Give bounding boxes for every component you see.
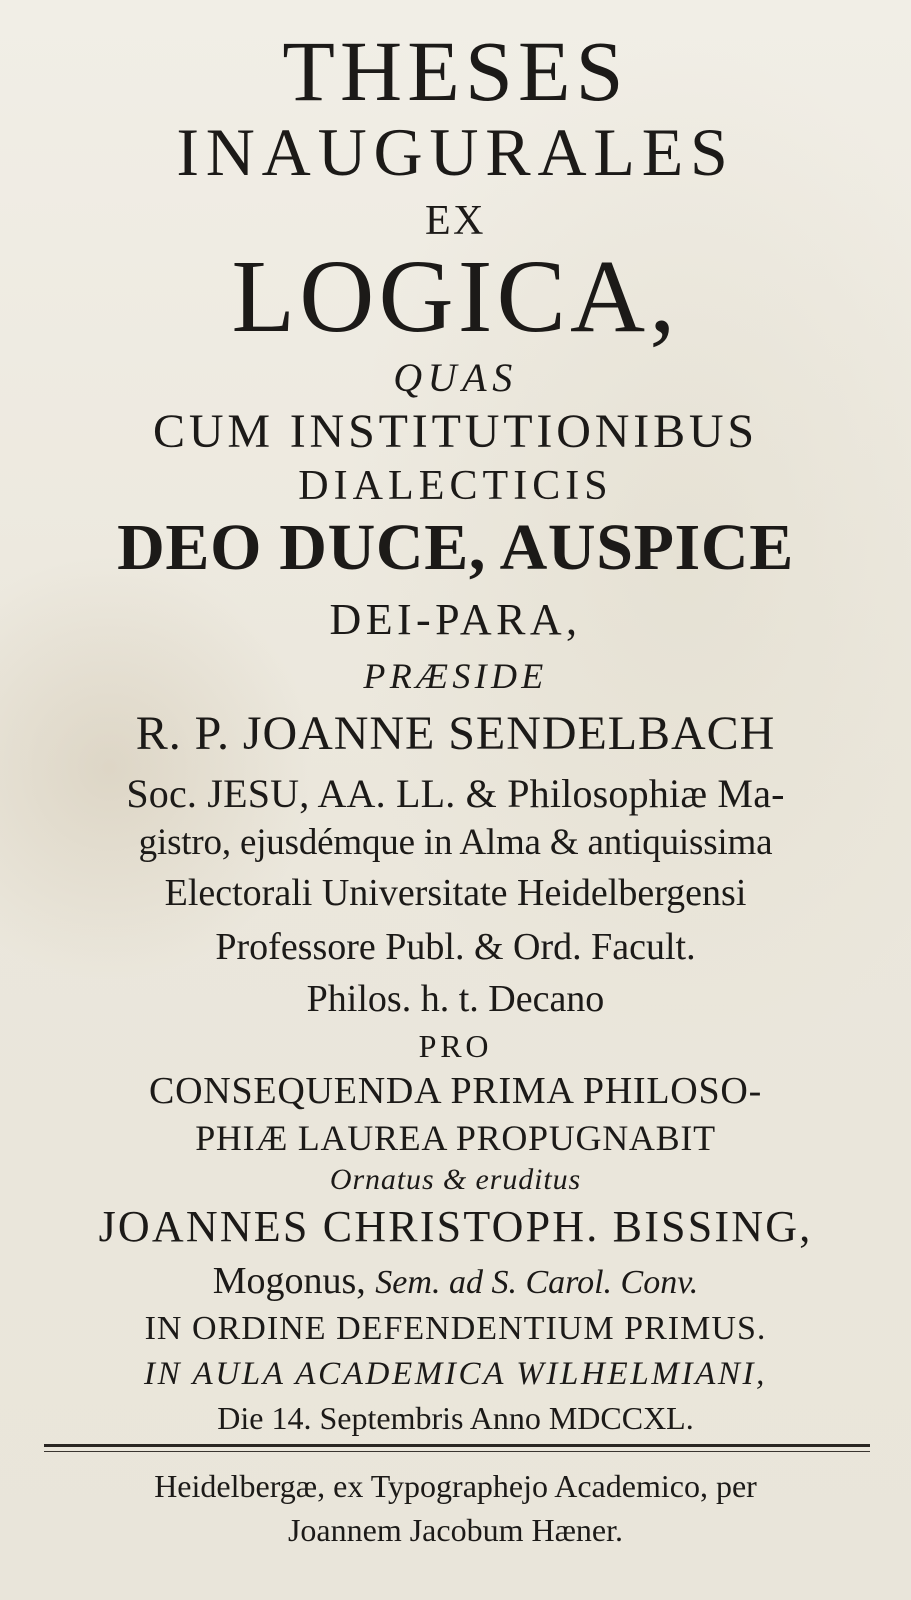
laurea-propugnabit: PHIÆ LAUREA PROPUGNABIT	[195, 1118, 716, 1158]
cum-institutionibus: CUM INSTITUTIONIBUS	[153, 405, 758, 458]
consequenda: CONSEQUENDA PRIMA PHILOSO-	[148, 1070, 763, 1112]
pro: PRO	[418, 1028, 493, 1064]
title-theses: THESES	[282, 23, 629, 119]
in-aula: IN AULA ACADEMICA WILHELMIANI,	[143, 1356, 768, 1392]
date-line: Die 14. Septembris Anno MDCCXL.	[217, 1400, 694, 1436]
title-inaugurales: INAUGURALES	[176, 114, 735, 190]
imprint-line-2: Joannem Jacobum Hæner.	[287, 1512, 624, 1548]
praeses-title-2: gistro, ejusdémque in Alma & antiquissima	[138, 822, 773, 863]
praeses-title-3: Electorali Universitate Heidelbergensi	[164, 872, 747, 914]
quas: QUAS	[393, 355, 518, 400]
seminary: Sem. ad S. Carol. Conv.	[375, 1264, 699, 1301]
praeses-name: R. P. JOANNE SENDELBACH	[135, 707, 776, 760]
title-ex: EX	[424, 198, 487, 244]
praeses-title-5: Philos. h. t. Decano	[306, 978, 605, 1020]
defendant-name: JOANNES CHRISTOPH. BISSING,	[98, 1202, 813, 1251]
deo-duce-auspice: DEO DUCE, AUSPICE	[117, 511, 794, 584]
ornatus-eruditus: Ornatus & eruditus	[329, 1163, 582, 1196]
defendant-origin	[0, 1262, 911, 1300]
ordine-primus: IN ORDINE DEFENDENTIUM PRIMUS.	[144, 1310, 767, 1347]
praeside: PRÆSIDE	[363, 656, 548, 696]
mogonus: Mogonus,	[212, 1260, 366, 1302]
praeses-title-4: Professore Publ. & Ord. Facult.	[215, 926, 696, 968]
praeses-title-1: Soc. JESU, AA. LL. & Philosophiæ Ma-	[126, 771, 785, 816]
divider-rule	[44, 1444, 870, 1447]
divider-rule-thin	[44, 1451, 870, 1452]
imprint-line-1: Heidelbergæ, ex Typographejo Academico, per	[154, 1468, 757, 1504]
dei-para: DEI-PARA,	[329, 595, 582, 644]
dialecticis: DIALECTICIS	[298, 463, 613, 509]
title-logica: LOGICA,	[231, 239, 680, 354]
